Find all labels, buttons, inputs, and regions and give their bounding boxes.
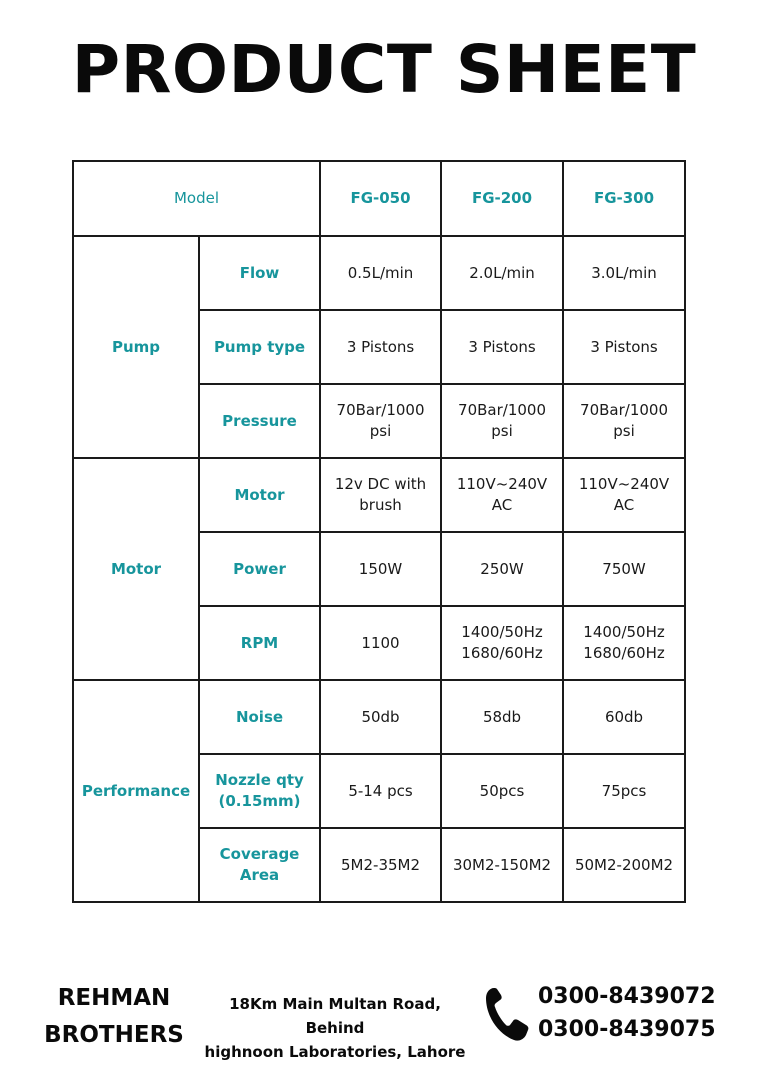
table-cell: 3 Pistons xyxy=(441,310,563,384)
table-cell: 110V~240V AC xyxy=(563,458,685,532)
table-cell: 110V~240V AC xyxy=(441,458,563,532)
row-label: Power xyxy=(199,532,320,606)
phone-icon xyxy=(484,986,530,1042)
table-cell: 150W xyxy=(320,532,441,606)
address-line-1: 18Km Main Multan Road, Behind xyxy=(229,995,441,1037)
address-line-2: highnoon Laboratories, Lahore xyxy=(204,1043,466,1061)
company-name-line-2: BROTHERS xyxy=(44,1022,184,1048)
table-cell: 30M2-150M2 xyxy=(441,828,563,902)
phone-number-1[interactable]: 0300-8439072 xyxy=(538,984,716,1009)
model-fg-200: FG-200 xyxy=(441,161,563,236)
row-label: Noise xyxy=(199,680,320,754)
table-row xyxy=(73,458,685,532)
phone-number-2[interactable]: 0300-8439075 xyxy=(538,1017,716,1042)
table-cell: 12v DC with brush xyxy=(320,458,441,532)
group-label-pump: Pump xyxy=(73,236,199,458)
row-label: Coverage Area xyxy=(199,828,320,902)
table-cell: 75pcs xyxy=(563,754,685,828)
table-cell: 3 Pistons xyxy=(563,310,685,384)
table-cell: 1100 xyxy=(320,606,441,680)
table-cell: 250W xyxy=(441,532,563,606)
row-label: Pressure xyxy=(199,384,320,458)
model-header-label: Model xyxy=(73,161,320,236)
table-cell: 5-14 pcs xyxy=(320,754,441,828)
company-name-line-1: REHMAN xyxy=(57,985,171,1011)
row-label: Flow xyxy=(199,236,320,310)
table-cell: 70Bar/1000 psi xyxy=(563,384,685,458)
company-name xyxy=(38,980,190,1054)
table-cell: 750W xyxy=(563,532,685,606)
table-cell: 50M2-200M2 xyxy=(563,828,685,902)
table-cell: 50db xyxy=(320,680,441,754)
address xyxy=(200,992,470,1064)
table-row xyxy=(73,236,685,310)
model-fg-050: FG-050 xyxy=(320,161,441,236)
table-cell: 1400/50Hz 1680/60Hz xyxy=(563,606,685,680)
group-label-motor: Motor xyxy=(73,458,199,680)
row-label: Nozzle qty (0.15mm) xyxy=(199,754,320,828)
group-label-performance: Performance xyxy=(73,680,199,902)
table-cell: 5M2-35M2 xyxy=(320,828,441,902)
page-title: PRODUCT SHEET xyxy=(71,31,697,108)
table-cell: 70Bar/1000 psi xyxy=(320,384,441,458)
row-label: Motor xyxy=(199,458,320,532)
table-cell: 2.0L/min xyxy=(441,236,563,310)
table-cell: 0.5L/min xyxy=(320,236,441,310)
header-row xyxy=(73,161,685,236)
table-cell: 3 Pistons xyxy=(320,310,441,384)
model-fg-300: FG-300 xyxy=(563,161,685,236)
table-cell: 3.0L/min xyxy=(563,236,685,310)
phone-numbers xyxy=(538,980,718,1046)
row-label: Pump type xyxy=(199,310,320,384)
table-cell: 50pcs xyxy=(441,754,563,828)
table-cell: 60db xyxy=(563,680,685,754)
table-row xyxy=(73,680,685,754)
spec-table xyxy=(72,160,686,903)
table-cell: 1400/50Hz 1680/60Hz xyxy=(441,606,563,680)
table-cell: 70Bar/1000 psi xyxy=(441,384,563,458)
table-cell: 58db xyxy=(441,680,563,754)
row-label: RPM xyxy=(199,606,320,680)
